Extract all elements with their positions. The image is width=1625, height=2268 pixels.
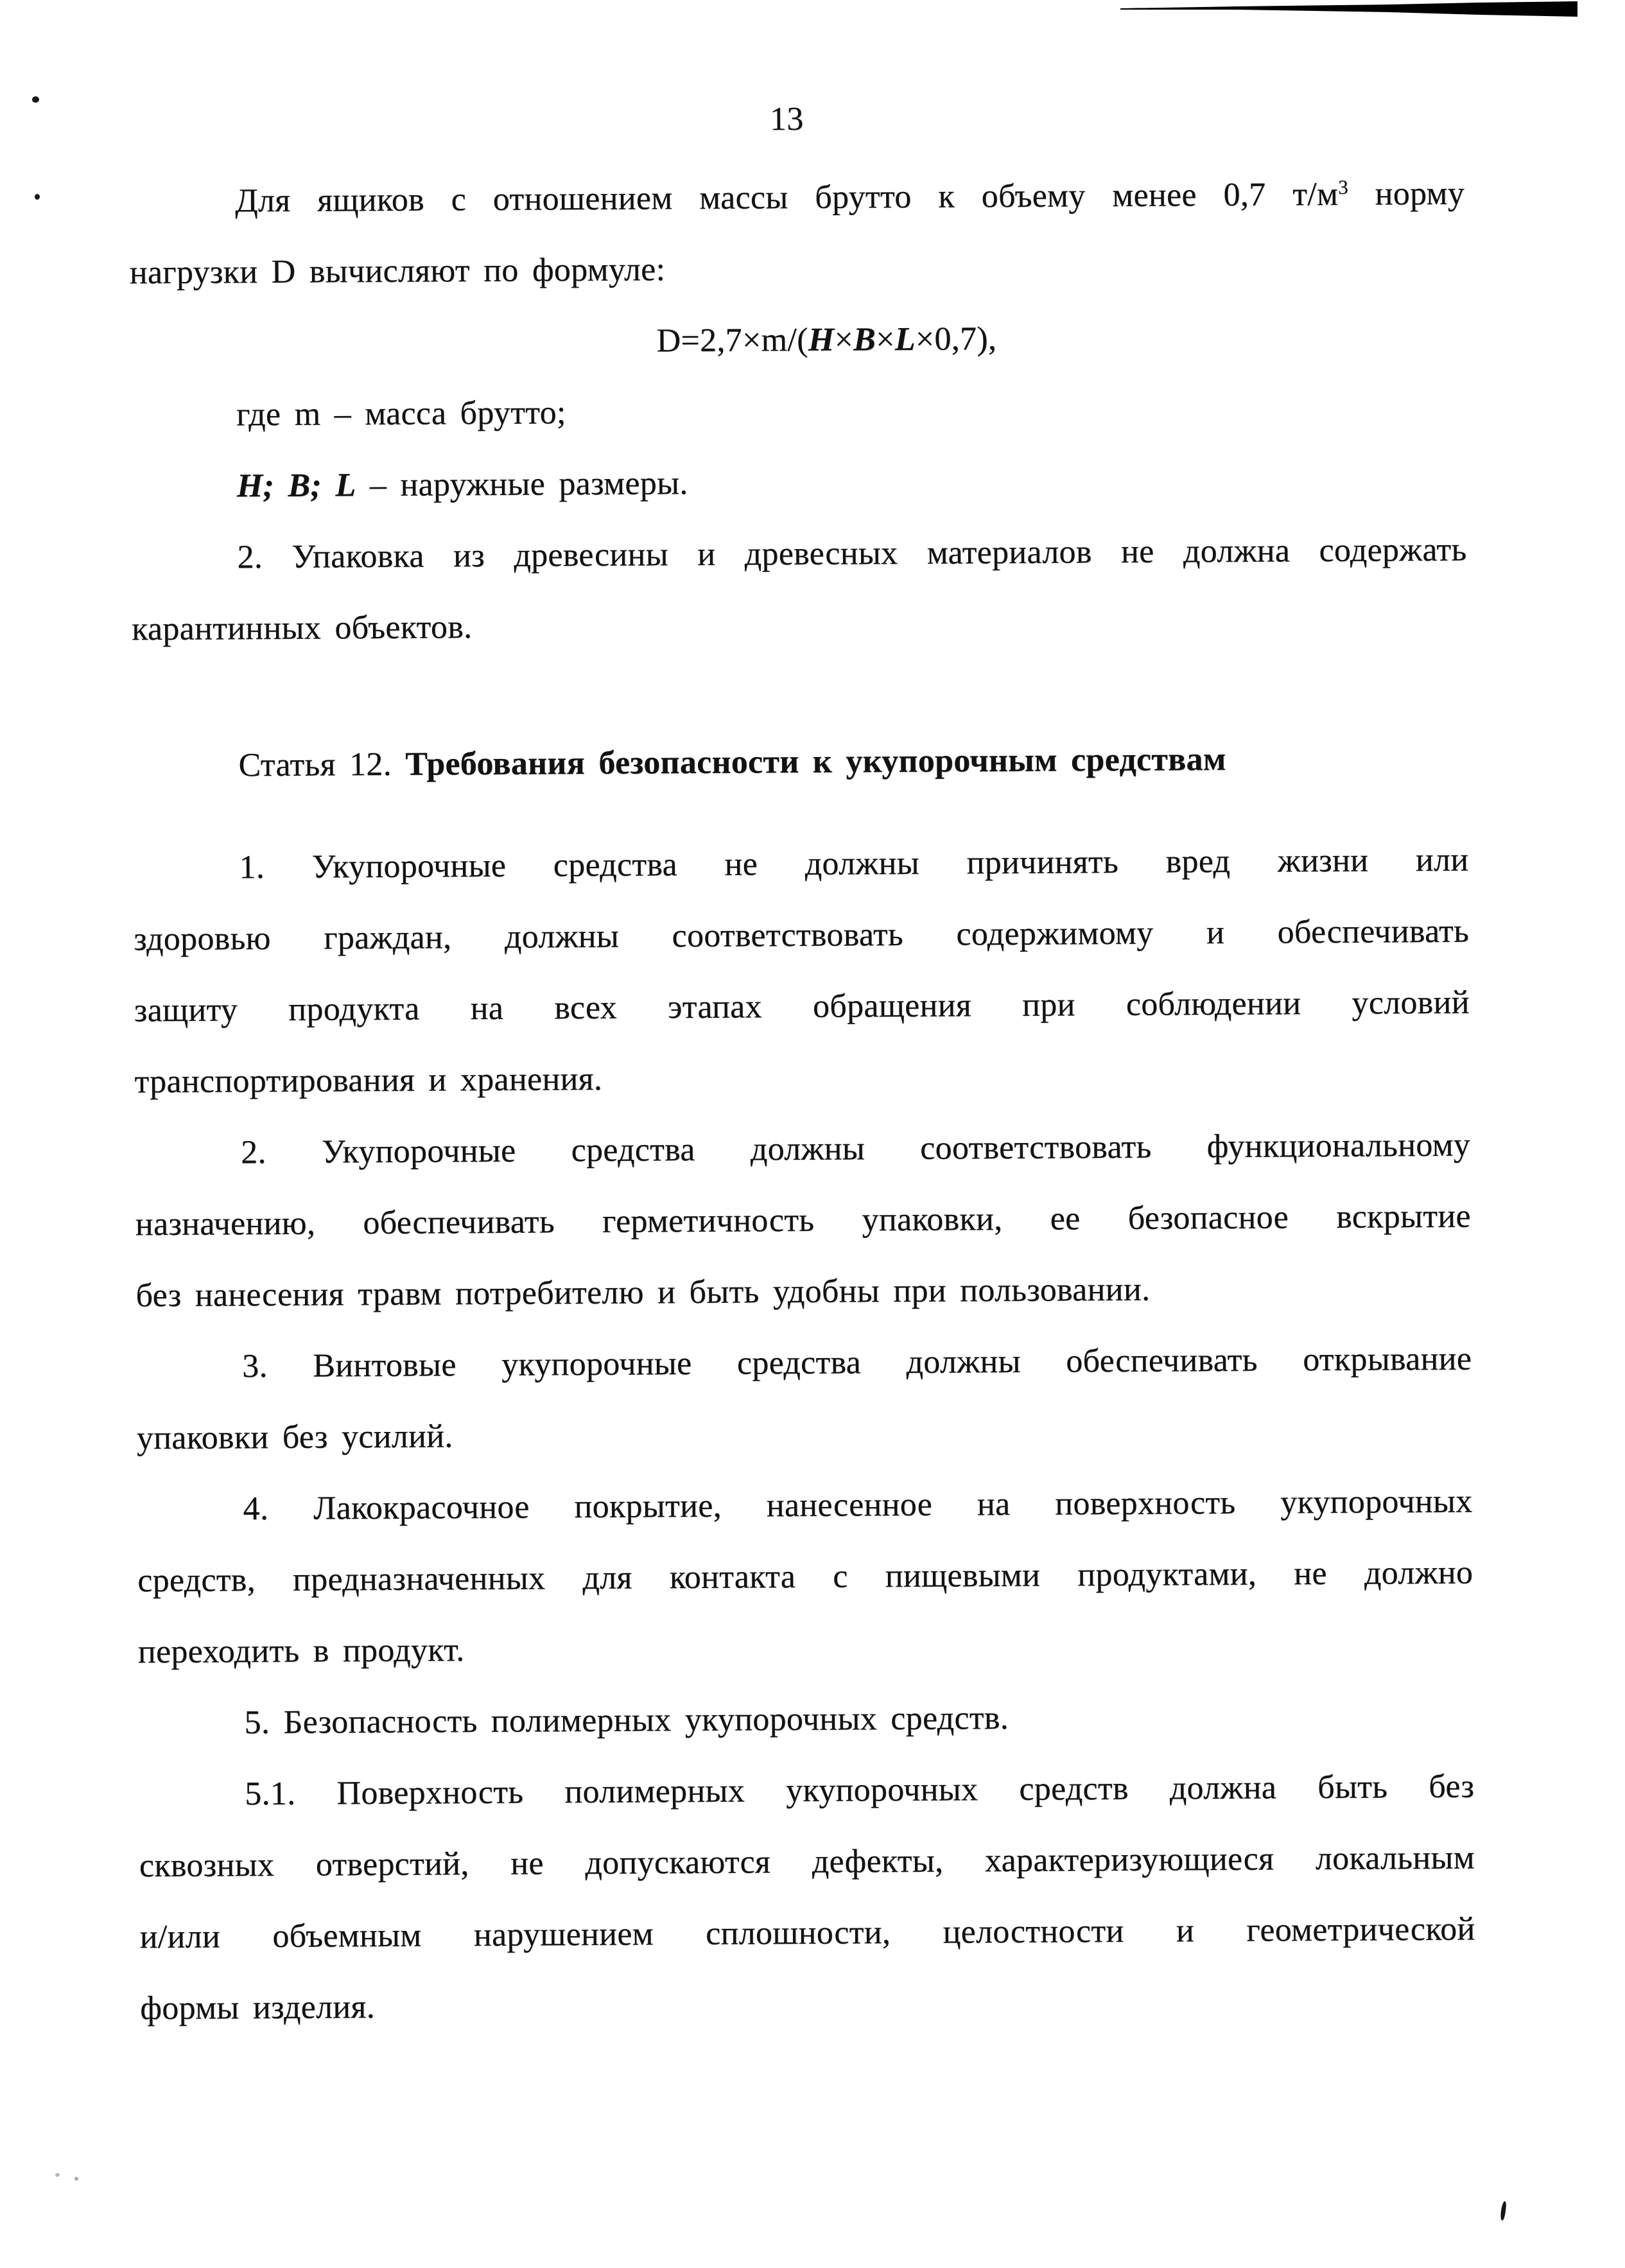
superscript-3: 3 (1338, 175, 1348, 198)
formula-line: D=2,7×m/(H×B×L×0,7), (656, 320, 997, 360)
item3-line2: упаковки без усилий. (136, 1418, 453, 1457)
ink-speck (32, 96, 39, 103)
para2-line2: карантинных объектов. (131, 609, 473, 648)
item4-line1: 4. Лакокрасочное покрытие, нанесенное на поверхность укупорочных (243, 1483, 1473, 1528)
page-number: 13 (769, 100, 804, 138)
item2-line1: 2. Укупорочные средства должны соответствовать функциональному (240, 1126, 1471, 1171)
item4-line3: переходить в продукт. (137, 1632, 465, 1671)
article-label: Статья 12. (238, 746, 406, 784)
item2-line3: без нанесения травм потребителю и быть удобны при пользовании. (135, 1271, 1151, 1314)
formula-var-l: L (894, 321, 916, 358)
scan-streak-artifact (1120, 1, 1577, 19)
definition-line-hbl: H; B; L – наружные размеры. (236, 465, 688, 505)
item5-1-line2: сквозных отверстий, не допускаются дефекты, характеризующиеся локальным (139, 1839, 1475, 1885)
item5-line1: 5. Безопасность полимерных укупорочных средств. (244, 1700, 1009, 1741)
formula-var-b: B (853, 321, 876, 358)
pen-mark-bottom-right (1500, 2201, 1507, 2221)
article-title: Требования безопасности к укупорочным средствам (405, 741, 1226, 783)
formula-var-h: H (808, 321, 835, 359)
item4-line2: средств, предназначенных для контакта с пищевыми продуктами, не должно (137, 1554, 1473, 1600)
item1-line4: транспортирования и хранения. (134, 1061, 603, 1101)
item5-1-line4: формы изделия. (140, 1989, 376, 2027)
item1-line2: здоровью граждан, должны соответствовать содержимому и обеспечивать (133, 912, 1470, 958)
para2-line1: 2. Упаковка из древесины и древесных материалов не должна содержать (237, 531, 1467, 576)
ink-speck (55, 2173, 60, 2177)
hbl-variables: H; B; L (236, 467, 356, 505)
item1-line1: 1. Укупорочные средства не должны причинять вред жизни или (239, 841, 1469, 886)
para1-line2: нагрузки D вычисляют по формуле: (129, 251, 666, 292)
item5-1-line3: и/или объемным нарушением сплошности, целостности и геометрической (139, 1910, 1475, 1956)
item5-1-line1: 5.1. Поверхность полимерных укупорочных средств должна быть без (245, 1768, 1475, 1813)
item3-line1: 3. Винтовые укупорочные средства должны обеспечивать открывание (242, 1340, 1472, 1385)
definition-line-m: где m – масса брутто; (236, 394, 566, 433)
page-content (128, 80, 1476, 2045)
ink-speck (35, 194, 40, 200)
item2-line2: назначению, обеспечивать герметичность упаковки, ее безопасное вскрытие (135, 1198, 1471, 1243)
para1-line1: Для ящиков с отношением массы брутто к объему менее 0,7 $т/м^3$ норму (234, 175, 1465, 220)
item1-line3: защиту продукта на всех этапах обращения при соблюдении условий (134, 984, 1470, 1029)
ink-speck (74, 2177, 78, 2181)
article12-heading (132, 722, 1468, 802)
